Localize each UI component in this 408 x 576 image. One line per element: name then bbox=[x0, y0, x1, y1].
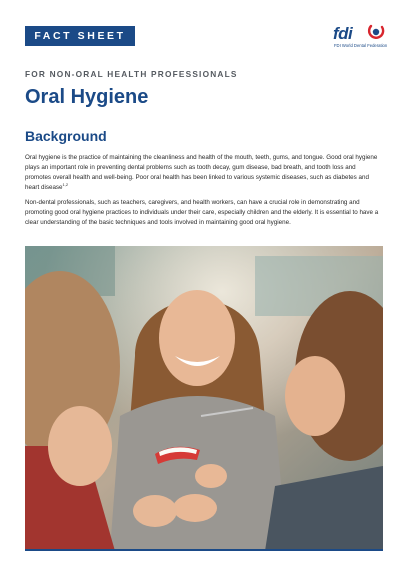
classroom-photo-illustration bbox=[25, 246, 383, 551]
logo-subtitle: FDI World Dental Federation bbox=[334, 43, 388, 48]
badge-label: FACT SHEET bbox=[34, 30, 126, 42]
background-paragraph-1 bbox=[25, 153, 383, 193]
smile-arc-icon bbox=[367, 23, 385, 41]
audience-eyebrow: FOR NON-ORAL HEALTH PROFESSIONALS bbox=[25, 69, 238, 79]
hero-photo bbox=[25, 246, 383, 551]
section-heading: Background bbox=[25, 128, 107, 144]
logo-wordmark: fdi bbox=[333, 24, 353, 43]
citation-ref: 1,2 bbox=[62, 181, 69, 187]
fdi-logo bbox=[333, 22, 388, 50]
page-title: Oral Hygiene bbox=[25, 86, 149, 108]
photo-bottom-rule bbox=[25, 549, 383, 551]
fact-sheet-badge bbox=[25, 26, 135, 46]
paragraph-1-text: Oral hygiene is the practice of maintaining the cleanliness and health of the mouth, teeth, gums, and tongue. Good oral hygiene plays an important role in preventing dental problems such as tooth decay, gum disease, bad breath, and tooth loss and promotes overall health and well-being. Poor oral health has been linked to various systemic diseases, such as diabetes and heart disease bbox=[25, 154, 378, 191]
background-paragraph-2: Non-dental professionals, such as teachers, caregivers, and health workers, can have a crucial role in demonstrating and promoting good oral hygiene practices to individuals under their care, especially children and the elderly. It is essential to have a clear understanding of the basic techniques and tools involved in maintaining good oral hygiene. bbox=[25, 199, 379, 226]
